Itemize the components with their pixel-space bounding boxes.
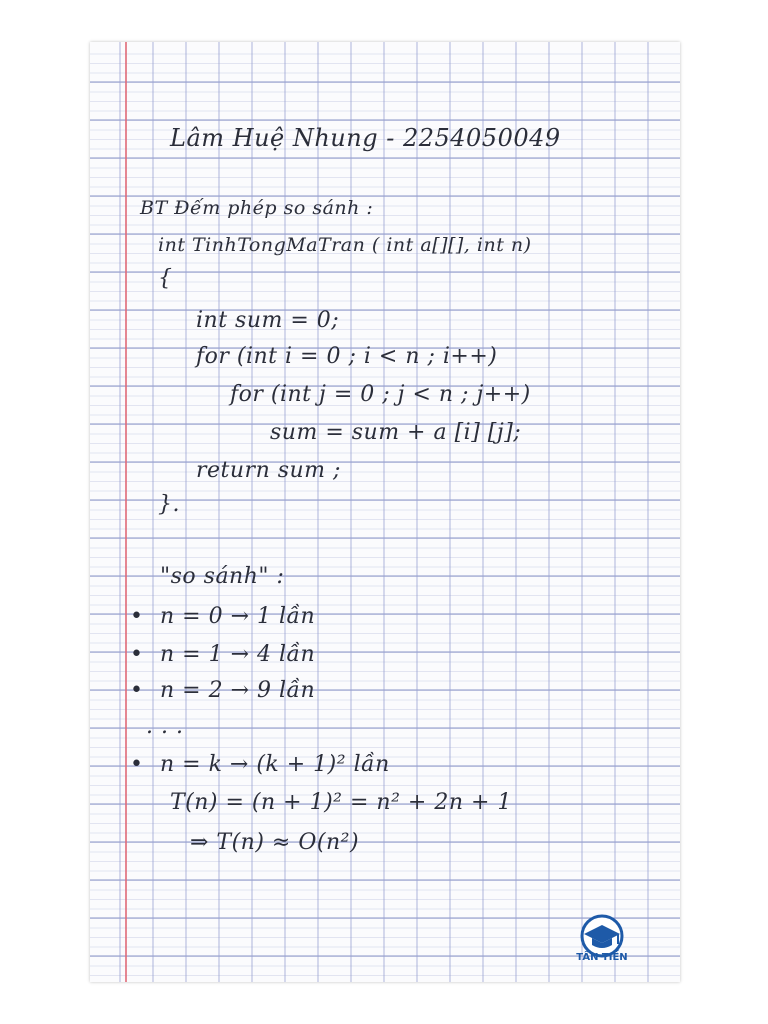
code-signature: int TinhTongMaTran ( int a[][], int n) [158,234,532,256]
complexity-result: ⇒ T(n) ≈ O(n²) [190,830,360,855]
analysis-bullet: • [130,642,144,667]
exercise-title: BT Đếm phép so sánh : [140,197,374,219]
analysis-ellipsis: . . . [146,714,184,739]
code-for-j: for (int j = 0 ; j < n ; j++) [230,382,531,407]
code-sum-add: sum = sum + a [i] [j]; [270,420,522,445]
analysis-bullet: • [130,678,144,703]
analysis-row: n = k → (k + 1)² lần [160,752,390,777]
complexity-formula: T(n) = (n + 1)² = n² + 2n + 1 [170,790,512,815]
analysis-row: n = 1 → 4 lần [160,642,316,667]
analysis-heading: "so sánh" : [160,564,285,589]
code-sum-init: int sum = 0; [196,308,340,333]
analysis-bullet: • [130,752,144,777]
author-line: Lâm Huệ Nhung - 2254050049 [170,124,561,152]
analysis-bullet: • [130,604,144,629]
analysis-row: n = 0 → 1 lần [160,604,316,629]
code-return: return sum ; [196,458,341,483]
code-open-brace: { [158,266,173,291]
analysis-row: n = 2 → 9 lần [160,678,316,703]
logo-text: TÂN TIẾN [576,952,628,963]
code-close-brace: }. [158,492,180,517]
code-for-i: for (int i = 0 ; i < n ; i++) [196,344,498,369]
notebook-paper [90,42,680,982]
